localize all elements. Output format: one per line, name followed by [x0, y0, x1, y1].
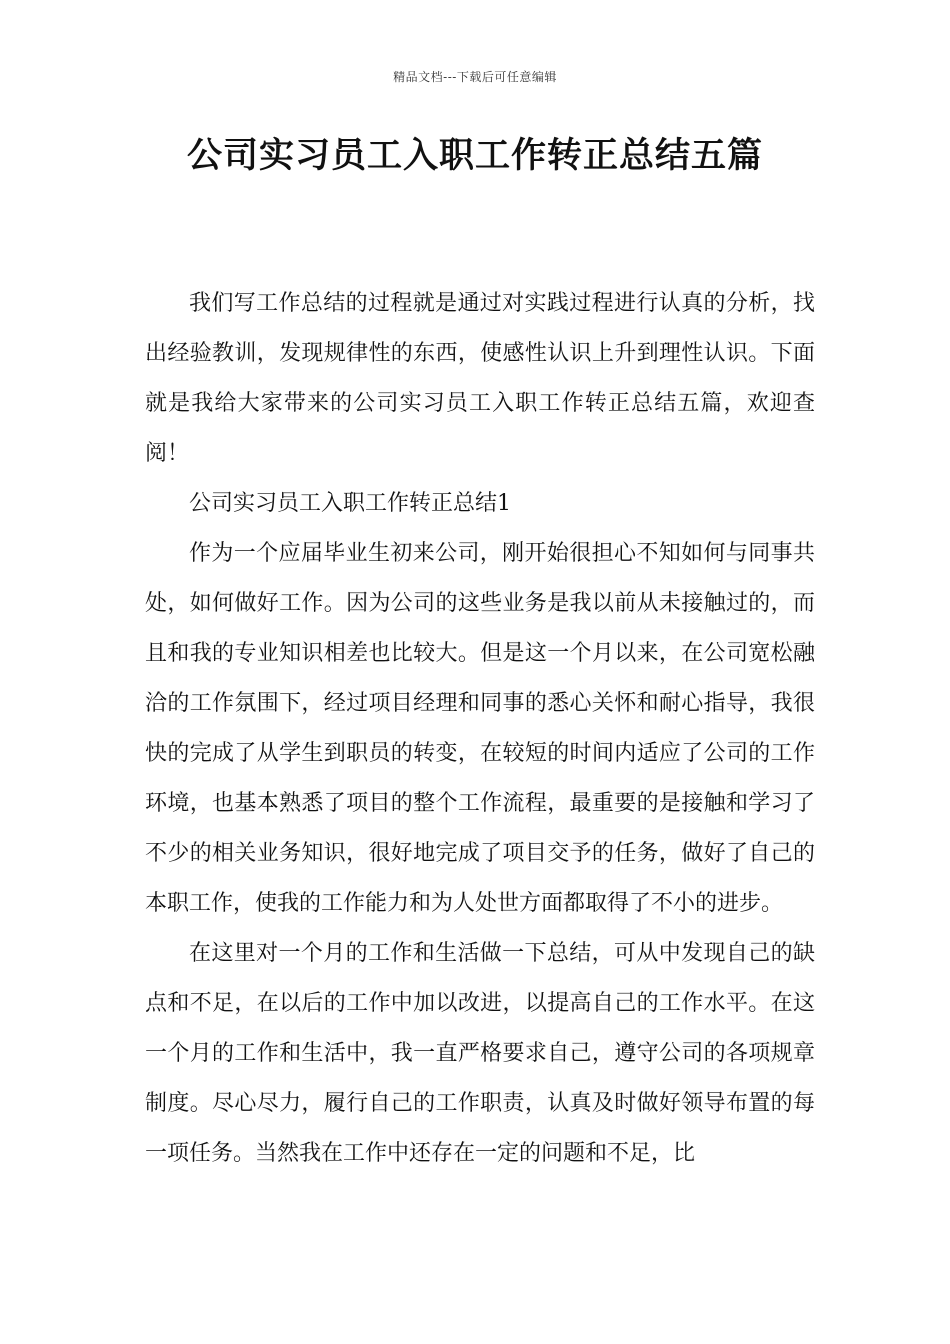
header-note: 精品文档---下载后可任意编辑 — [393, 70, 557, 84]
body-paragraph: 在这里对一个月的工作和生活做一下总结，可从中发现自己的缺点和不足，在以后的工作中加以改进，以提高自己的工作水平。在这一个月的工作和生活中，我一直严格要求自己，遵守公司的各项规章制度。尽心尽力，履行自己的工作职责，认真及时做好领导布置的每一项任务。当然我在工作中还存在一定的问题和不足，比 — [145, 941, 815, 1166]
document-body — [145, 279, 815, 1179]
intro-paragraph: 我们写工作总结的过程就是通过对实践过程进行认真的分析，找出经验教训，发现规律性的东西，使感性认识上升到理性认识。下面就是我给大家带来的公司实习员工入职工作转正总结五篇，欢迎查阅！ — [145, 291, 815, 466]
document-title: 公司实习员工入职工作转正总结五篇 — [186, 136, 763, 176]
body-paragraph: 作为一个应届毕业生初来公司，刚开始很担心不知如何与同事共处，如何做好工作。因为公司的这些业务是我以前从未接触过的，而且和我的专业知识相差也比较大。但是这一个月以来，在公司宽松融洽的工作氛围下，经过项目经理和同事的悉心关怀和耐心指导，我很快的完成了从学生到职员的转变，在较短的时间内适应了公司的工作环境，也基本熟悉了项目的整个工作流程，最重要的是接触和学习了不少的相关业务知识，很好地完成了项目交予的任务，做好了自己的本职工作，使我的工作能力和为人处世方面都取得了不小的进步。 — [145, 541, 815, 916]
section-heading-1: 公司实习员工入职工作转正总结1 — [189, 491, 511, 516]
